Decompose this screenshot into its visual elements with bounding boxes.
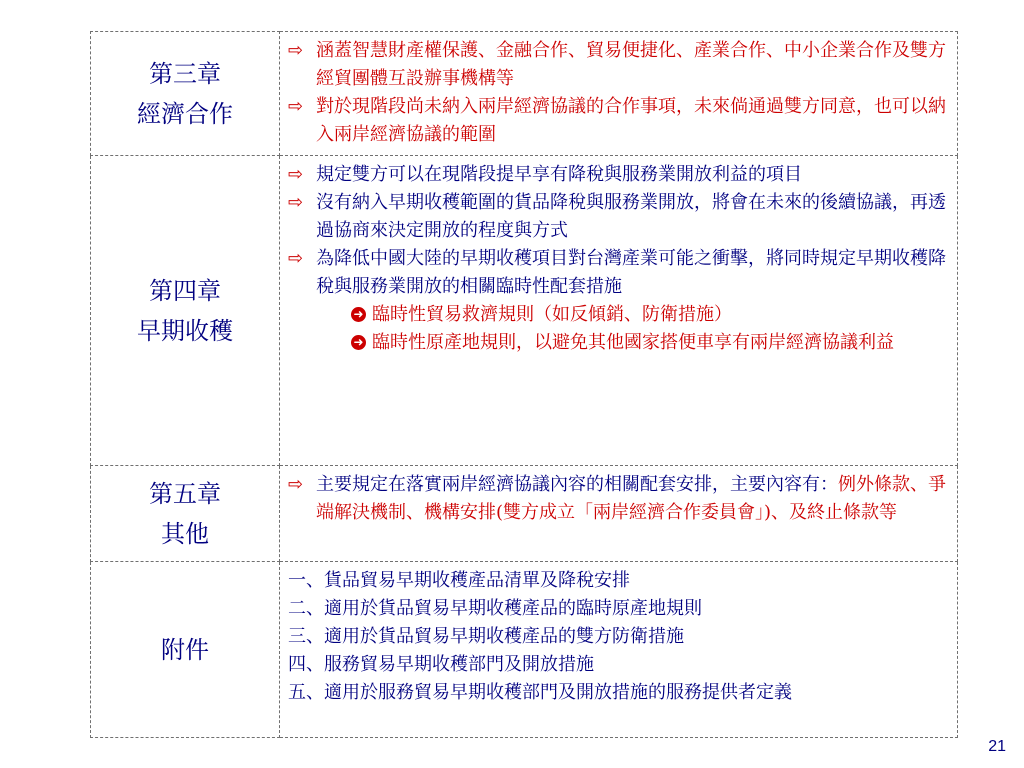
content-cell bbox=[280, 156, 958, 466]
chapter-cell bbox=[91, 562, 280, 738]
bullet-item: ⇨ 對於現階段尚未納入兩岸經濟協議的合作事項，未來倘通過雙方同意，也可以納入兩岸經濟協議的範圍 bbox=[288, 93, 949, 149]
table-row-chapter-4 bbox=[91, 156, 958, 466]
arrow-right-icon: ⇨ bbox=[288, 248, 304, 269]
arrow-right-icon: ⇨ bbox=[288, 164, 304, 185]
chapter-cell bbox=[91, 32, 280, 156]
content-cell bbox=[280, 32, 958, 156]
content-cell bbox=[280, 562, 958, 738]
annex-item: 二、適用於貨品貿易早期收穫產品的臨時原產地規則 bbox=[288, 598, 702, 619]
chapter-cell bbox=[91, 156, 280, 466]
annex-item: 五、適用於服務貿易早期收穫部門及開放措施的服務提供者定義 bbox=[288, 682, 792, 703]
table-row-chapter-5 bbox=[91, 466, 958, 562]
sub-bullet-item: ➜ 臨時性貿易救濟規則（如反傾銷、防衛措施） bbox=[288, 301, 949, 329]
agreement-structure-table bbox=[90, 31, 958, 738]
arrow-right-icon: ⇨ bbox=[288, 96, 304, 117]
page-number: 21 bbox=[988, 738, 1006, 755]
chapter-title: 其他 bbox=[161, 519, 209, 548]
bullet-item: ⇨ 為降低中國大陸的早期收穫項目對台灣產業可能之衝擊，將同時規定早期收穫降稅與服務業開放的相關臨時性配套措施 bbox=[288, 245, 949, 301]
bullet-item: ⇨ 沒有納入早期收穫範圍的貨品降稅與服務業開放，將會在未來的後續協議，再透過協商來決定開放的程度與方式 bbox=[288, 189, 949, 245]
annex-item: 一、貨品貿易早期收穫產品清單及降稅安排 bbox=[288, 570, 630, 591]
circle-arrow-icon: ➜ bbox=[351, 335, 366, 350]
arrow-right-icon: ⇨ bbox=[288, 192, 304, 213]
annex-item: 三、適用於貨品貿易早期收穫產品的雙方防衛措施 bbox=[288, 626, 684, 647]
chapter-title: 附件 bbox=[161, 635, 209, 664]
content-cell bbox=[280, 466, 958, 562]
arrow-right-icon: ⇨ bbox=[288, 474, 304, 495]
bullet-item: ⇨ 主要規定在落實兩岸經濟協議內容的相關配套安排，主要內容有：例外條款、爭端解決機制、機構安排(雙方成立「兩岸經濟合作委員會」)、及終止條款等 bbox=[288, 471, 949, 527]
bullet-item: ⇨ 涵蓋智慧財產權保護、金融合作、貿易便捷化、產業合作、中小企業合作及雙方經貿團體互設辦事機構等 bbox=[288, 37, 949, 93]
chapter-title: 早期收穫 bbox=[137, 316, 233, 345]
sub-bullet-item: ➜ 臨時性原產地規則，以避免其他國家搭便車享有兩岸經濟協議利益 bbox=[288, 329, 949, 357]
chapter-number: 第四章 bbox=[149, 276, 221, 305]
circle-arrow-icon: ➜ bbox=[351, 307, 366, 322]
bullet-item: ⇨ 規定雙方可以在現階段提早享有降稅與服務業開放利益的項目 bbox=[288, 161, 949, 189]
arrow-right-icon: ⇨ bbox=[288, 40, 304, 61]
chapter-number: 第三章 bbox=[149, 59, 221, 88]
chapter-number: 第五章 bbox=[149, 479, 221, 508]
table-row-annex bbox=[91, 562, 958, 738]
chapter-cell bbox=[91, 466, 280, 562]
annex-item: 四、服務貿易早期收穫部門及開放措施 bbox=[288, 654, 594, 675]
chapter-title: 經濟合作 bbox=[137, 99, 233, 128]
table-row-chapter-3 bbox=[91, 32, 958, 156]
